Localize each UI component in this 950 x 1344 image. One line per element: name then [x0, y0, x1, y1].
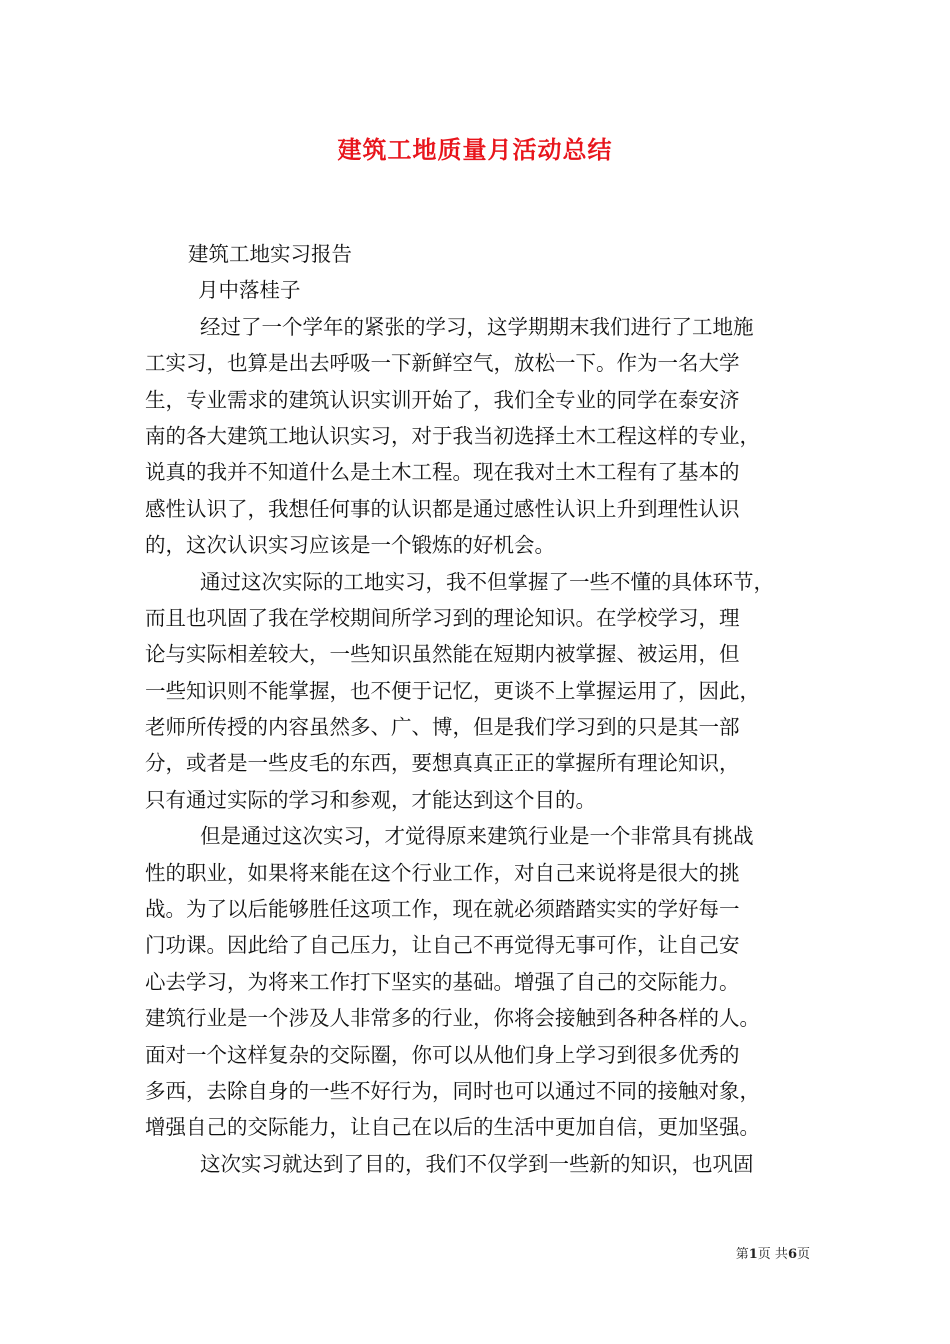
- paragraph-line: 工实习，也算是出去呼吸一下新鲜空气，放松一下。作为一名大学: [145, 351, 740, 376]
- paragraph-line: 心去学习，为将来工作打下坚实的基础。增强了自己的交际能力。: [145, 969, 740, 994]
- author-name: 月中落桂子: [198, 278, 301, 303]
- current-page-number: 1: [748, 1247, 758, 1262]
- paragraph-line: 只有通过实际的学习和参观，才能达到这个目的。: [145, 787, 596, 812]
- report-subtitle: 建筑工地实习报告: [188, 242, 352, 266]
- paragraph-line: 增强自己的交际能力，让自己在以后的生活中更加自信，更加坚强。: [145, 1115, 760, 1140]
- paragraph-line: 一些知识则不能掌握，也不便于记忆，更谈不上掌握运用了，因此，: [145, 678, 760, 703]
- paragraph-line: 门功课。因此给了自己压力，让自己不再觉得无事可作，让自己安: [145, 933, 740, 958]
- paragraph-line: 多西，去除自身的一些不好行为，同时也可以通过不同的接触对象，: [145, 1078, 760, 1103]
- footer-middle: 页 共: [757, 1247, 788, 1262]
- paragraph-line: 建筑行业是一个涉及人非常多的行业，你将会接触到各种各样的人。: [145, 1006, 760, 1031]
- paragraph-line: 的，这次认识实习应该是一个锻炼的好机会。: [145, 533, 555, 558]
- paragraph-line: 战。为了以后能够胜任这项工作，现在就必须踏踏实实的学好每一: [145, 897, 740, 922]
- document-title: 建筑工地质量月活动总结: [337, 135, 613, 164]
- paragraph-line: 而且也巩固了我在学校期间所学习到的理论知识。在学校学习，理: [145, 605, 740, 630]
- paragraph-line: 生，专业需求的建筑认识实训开始了，我们全专业的同学在泰安济: [145, 387, 740, 412]
- paragraph-line: 性的职业，如果将来能在这个行业工作，对自己来说将是很大的挑: [145, 860, 740, 885]
- paragraph-line: 说真的我并不知道什么是土木工程。现在我对土木工程有了基本的: [145, 460, 740, 485]
- footer-prefix: 第: [735, 1247, 749, 1262]
- paragraph-line: 分，或者是一些皮毛的东西，要想真真正正的掌握所有理论知识，: [145, 751, 740, 776]
- paragraph-line: 通过这次实际的工地实习，我不但掌握了一些不懂的具体环节，: [200, 569, 774, 594]
- paragraph-line: 老师所传授的内容虽然多、广、博，但是我们学习到的只是其一部: [145, 715, 740, 740]
- footer-suffix: 页: [796, 1247, 810, 1262]
- paragraph-line: 这次实习就达到了目的，我们不仅学到一些新的知识，也巩固: [200, 1151, 754, 1176]
- page-number-footer: [680, 1246, 810, 1264]
- total-pages-number: 6: [787, 1247, 797, 1262]
- paragraph-line: 论与实际相差较大，一些知识虽然能在短期内被掌握、被运用，但: [145, 642, 740, 667]
- paragraph-line: 南的各大建筑工地认识实习，对于我当初选择土木工程这样的专业，: [145, 423, 760, 448]
- paragraph-line: 感性认识了，我想任何事的认识都是通过感性认识上升到理性认识: [145, 496, 740, 521]
- paragraph-line: 经过了一个学年的紧张的学习，这学期期末我们进行了工地施: [200, 314, 754, 339]
- paragraph-line: 面对一个这样复杂的交际圈，你可以从他们身上学习到很多优秀的: [145, 1042, 740, 1067]
- document-body: [145, 236, 813, 1182]
- paragraph-line: 但是通过这次实习，才觉得原来建筑行业是一个非常具有挑战: [200, 824, 754, 849]
